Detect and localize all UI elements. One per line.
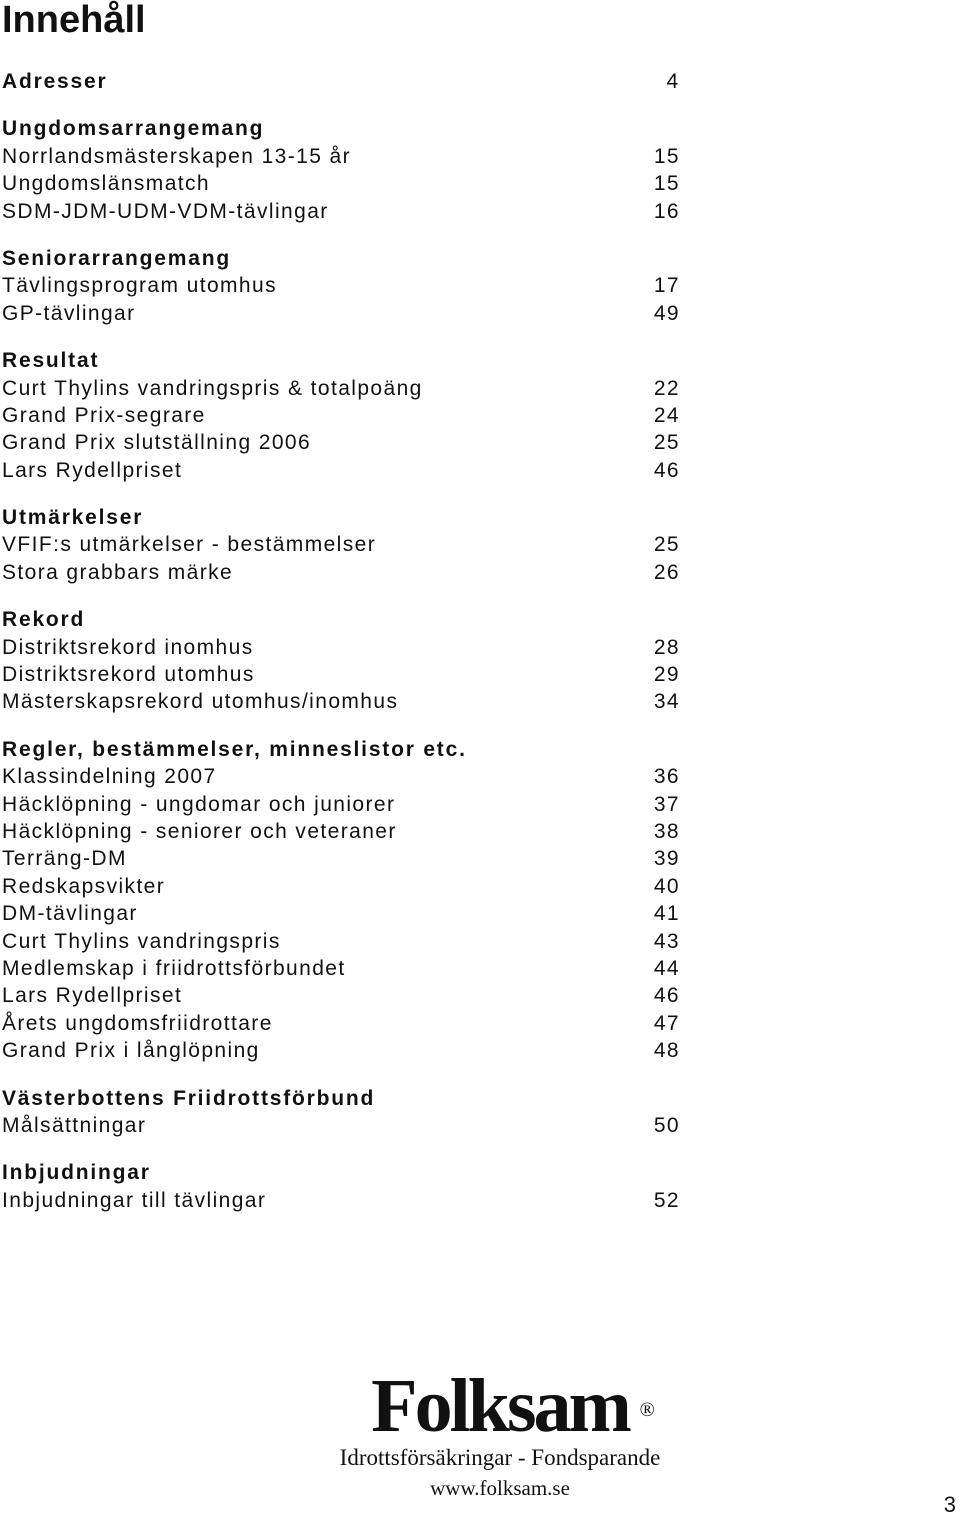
toc-entry-label: Ungdomslänsmatch xyxy=(2,172,210,196)
section-heading xyxy=(2,68,682,95)
section-heading-label: Inbjudningar xyxy=(2,1161,151,1185)
section-heading xyxy=(2,245,682,272)
toc-entry xyxy=(2,1037,682,1064)
toc-entry-page: 36 xyxy=(653,765,680,789)
toc-entry-label: Mästerskapsrekord utomhus/inomhus xyxy=(2,690,399,714)
toc-entry xyxy=(2,634,682,661)
toc-entry-page: 24 xyxy=(653,403,680,427)
toc-entry-label: Distriktsrekord utomhus xyxy=(2,663,255,687)
toc-entry-page: 44 xyxy=(653,956,680,980)
toc-entry xyxy=(2,955,682,982)
section-heading-label: Ungdomsarrangemang xyxy=(2,117,265,141)
toc-entry-page: 22 xyxy=(653,376,680,400)
toc-entry-label: Häcklöpning - seniorer och veteraner xyxy=(2,819,397,843)
toc-entry xyxy=(2,457,682,484)
toc-entry xyxy=(2,402,682,429)
toc-entry-page: 16 xyxy=(653,199,680,223)
toc-entry xyxy=(2,170,682,197)
section-heading-label: Seniorarrangemang xyxy=(2,246,231,270)
logo-tagline: Idrottsförsäkringar - Fondsparande xyxy=(339,1445,661,1470)
toc-entry-label: Stora grabbars märke xyxy=(2,560,234,584)
toc-entry xyxy=(2,429,682,456)
toc-entry xyxy=(2,198,682,225)
toc-section xyxy=(2,245,682,327)
section-heading-label: Rekord xyxy=(2,608,86,632)
section-heading xyxy=(2,1085,682,1112)
page-number: 3 xyxy=(943,1492,956,1517)
toc-section xyxy=(2,1159,682,1214)
toc-entry-label: Lars Rydellpriset xyxy=(2,984,183,1008)
toc-entry xyxy=(2,143,682,170)
toc-entry xyxy=(2,873,682,900)
toc-entry-label: Curt Thylins vandringspris xyxy=(2,929,281,953)
toc-entry-label: Målsättningar xyxy=(2,1113,147,1137)
toc-entry xyxy=(2,688,682,715)
toc-entry xyxy=(2,661,682,688)
section-heading-label: Adresser xyxy=(2,70,108,93)
toc-entry-page: 26 xyxy=(653,560,680,584)
toc-entry-label: Tävlingsprogram utomhus xyxy=(2,274,277,298)
toc-entry xyxy=(2,531,682,558)
toc-entry-label: Curt Thylins vandringspris & totalpoäng xyxy=(2,376,423,400)
toc-entry-label: Terräng-DM xyxy=(2,847,127,871)
toc-entry-label: VFIF:s utmärkelser - bestämmelser xyxy=(2,533,377,557)
logo-wordmark xyxy=(371,1364,655,1448)
toc-entry-label: Grand Prix slutställning 2006 xyxy=(2,431,312,455)
toc-entry xyxy=(2,845,682,872)
toc-entry xyxy=(2,1010,682,1037)
toc-entry-label: Medlemskap i friidrottsförbundet xyxy=(2,956,346,980)
toc-entry-page: 34 xyxy=(653,690,680,714)
toc-section xyxy=(2,68,682,95)
toc-entry xyxy=(2,900,682,927)
toc-entry-label: Norrlandsmästerskapen 13-15 år xyxy=(2,144,351,168)
toc-entry-page: 17 xyxy=(653,274,680,298)
toc-section xyxy=(2,606,682,716)
section-heading-label: Västerbottens Friidrottsförbund xyxy=(2,1086,376,1110)
toc-section xyxy=(2,347,682,484)
toc-entry-page: 46 xyxy=(653,458,680,482)
toc-section xyxy=(2,736,682,1065)
toc-entry-label: Lars Rydellpriset xyxy=(2,458,183,482)
toc-entry xyxy=(2,300,682,327)
toc-entry-page: 40 xyxy=(653,874,680,898)
section-heading xyxy=(2,736,682,763)
toc-entry xyxy=(2,1112,682,1139)
toc-entry-page: 28 xyxy=(653,635,680,659)
toc-entry-page: 15 xyxy=(653,144,680,168)
page-title: Innehåll xyxy=(2,0,146,41)
toc-entry xyxy=(2,982,682,1009)
toc-entry xyxy=(2,375,682,402)
toc-section xyxy=(2,1085,682,1140)
table-of-contents xyxy=(2,68,682,1234)
toc-entry-label: GP-tävlingar xyxy=(2,301,136,325)
registered-mark: ® xyxy=(639,1399,655,1421)
toc-entry-page: 38 xyxy=(653,819,680,843)
toc-entry-page: 46 xyxy=(653,984,680,1008)
toc-entry-label: Grand Prix i långlöpning xyxy=(2,1039,260,1063)
toc-entry xyxy=(2,763,682,790)
section-heading-label: Resultat xyxy=(2,349,100,373)
toc-entry-page: 15 xyxy=(653,172,680,196)
toc-entry-page: 39 xyxy=(653,847,680,871)
toc-entry xyxy=(2,1187,682,1214)
logo-url: www.folksam.se xyxy=(430,1476,570,1500)
toc-entry-page: 29 xyxy=(653,663,680,687)
section-heading xyxy=(2,115,682,142)
toc-entry-page: 25 xyxy=(653,431,680,455)
toc-section xyxy=(2,115,682,225)
toc-entry-label: Inbjudningar till tävlingar xyxy=(2,1188,267,1212)
toc-entry-label: Häcklöpning - ungdomar och juniorer xyxy=(2,792,396,816)
toc-entry-page: 41 xyxy=(653,902,680,926)
toc-entry-page: 52 xyxy=(653,1188,680,1212)
toc-entry-label: Distriktsrekord inomhus xyxy=(2,635,254,659)
toc-entry-page: 43 xyxy=(653,929,680,953)
toc-entry-label: Redskapsvikter xyxy=(2,874,166,898)
toc-entry xyxy=(2,559,682,586)
folksam-logo xyxy=(310,1366,690,1502)
toc-entry-page: 37 xyxy=(653,792,680,816)
section-heading xyxy=(2,606,682,633)
section-heading xyxy=(2,347,682,374)
toc-entry xyxy=(2,928,682,955)
section-heading xyxy=(2,1159,682,1186)
toc-entry-label: DM-tävlingar xyxy=(2,902,138,926)
section-heading-label: Regler, bestämmelser, minneslistor etc. xyxy=(2,737,467,761)
toc-entry-page: 49 xyxy=(653,301,680,325)
toc-entry-label: Grand Prix-segrare xyxy=(2,403,206,427)
toc-section xyxy=(2,504,682,586)
section-page-number: 4 xyxy=(666,70,680,93)
logo-name: Folksam xyxy=(371,1364,629,1448)
toc-entry-label: Årets ungdomsfriidrottare xyxy=(2,1011,273,1035)
toc-entry-page: 50 xyxy=(653,1113,680,1137)
toc-entry-page: 48 xyxy=(653,1039,680,1063)
toc-entry-page: 25 xyxy=(653,533,680,557)
toc-entry-page: 47 xyxy=(653,1011,680,1035)
toc-entry-label: SDM-JDM-UDM-VDM-tävlingar xyxy=(2,199,329,223)
toc-entry xyxy=(2,272,682,299)
toc-entry xyxy=(2,791,682,818)
section-heading xyxy=(2,504,682,531)
toc-entry-label: Klassindelning 2007 xyxy=(2,765,217,789)
toc-entry xyxy=(2,818,682,845)
section-heading-label: Utmärkelser xyxy=(2,506,144,530)
